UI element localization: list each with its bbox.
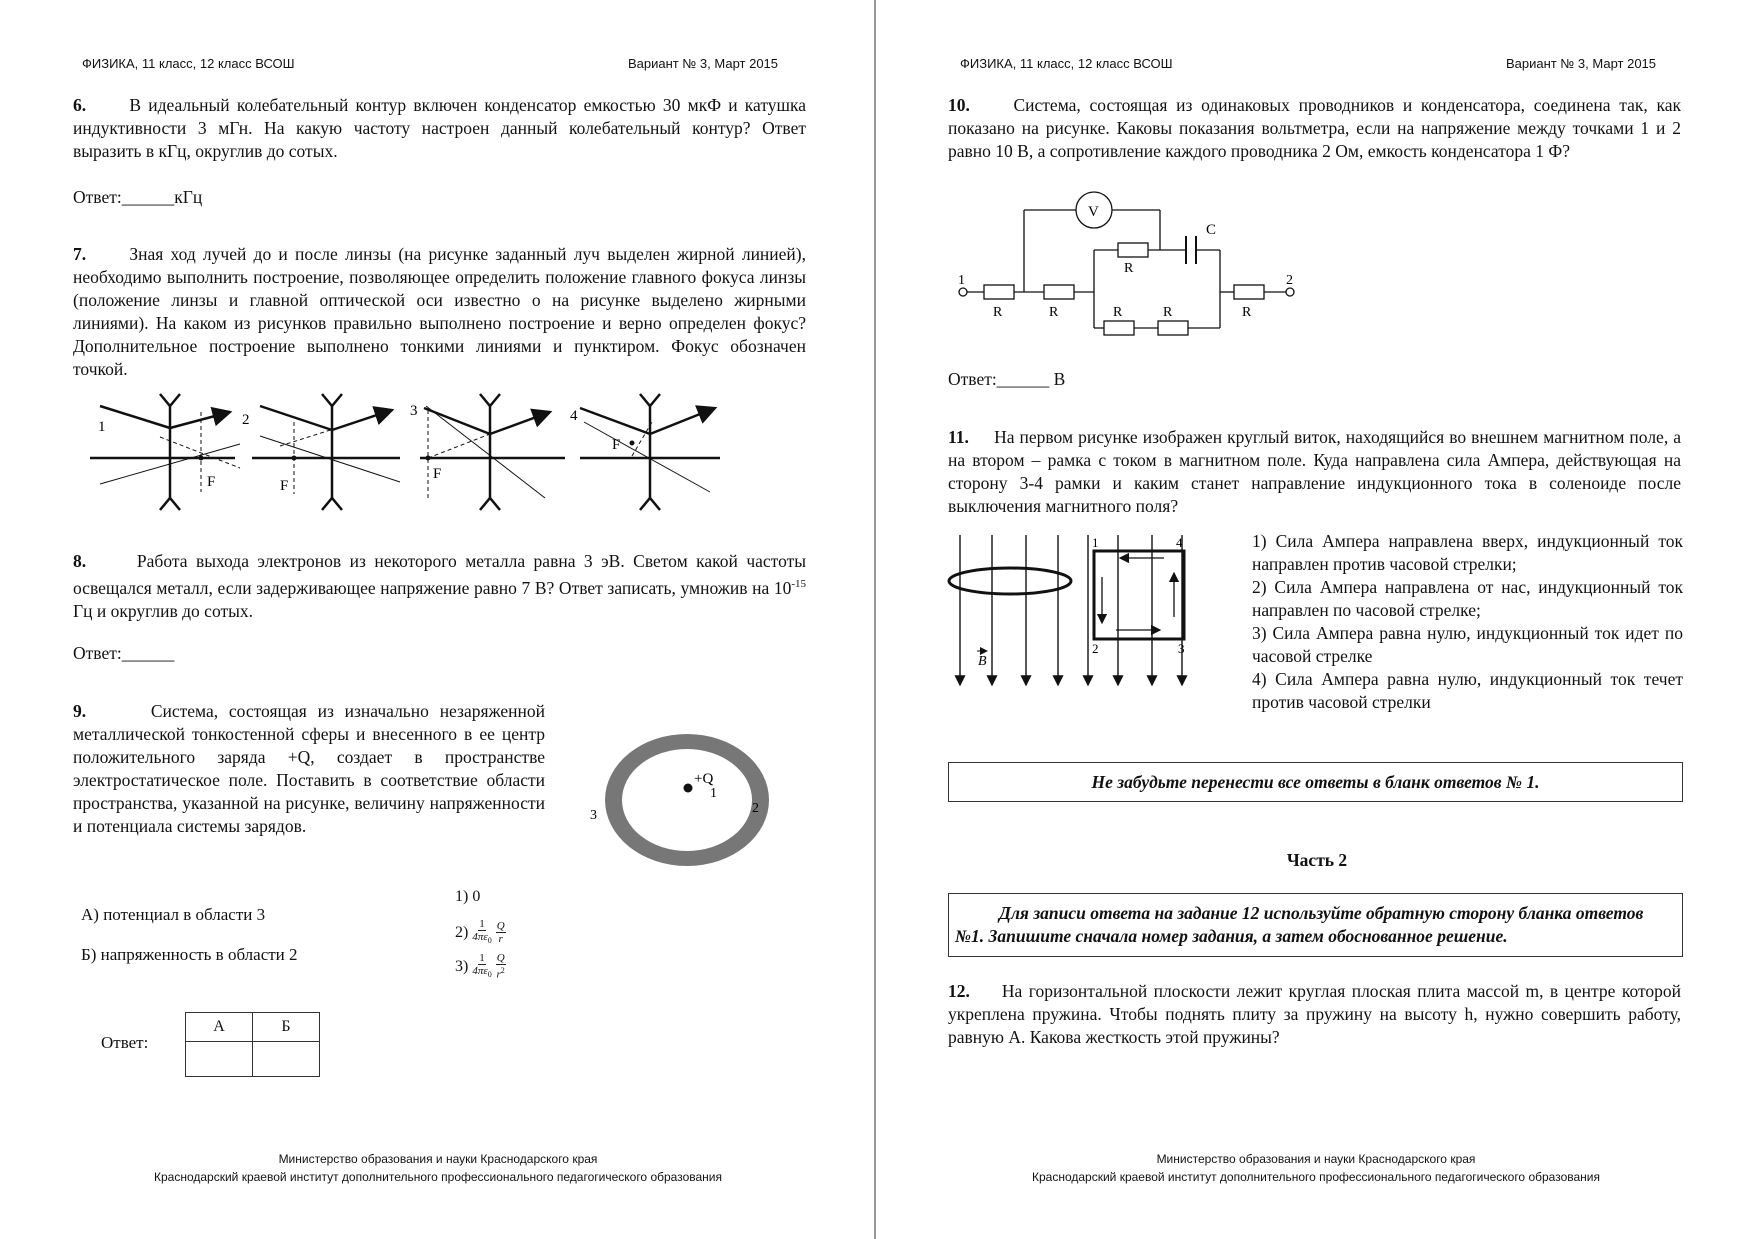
resistor-1 (984, 285, 1014, 299)
question-9-answer-label: Ответ: (101, 1033, 149, 1052)
header-right: Вариант № 3, Март 2015 (628, 56, 779, 71)
voltmeter-label: V (1088, 204, 1099, 220)
answer-table-header-b: Б (253, 1013, 320, 1042)
point-2-label: 2 (1286, 273, 1293, 288)
resistor-label-6: R (1242, 305, 1252, 320)
field-label: B (978, 654, 987, 669)
option-2-ratio: $\frac{Q}{r}$ (496, 920, 505, 946)
question-9-option-3 (455, 952, 506, 981)
question-11-option-3: 3) Сила Ампера равна нулю, индукционный ток идет по часовой стрелке (1252, 623, 1683, 666)
header-left-right-page: ФИЗИКА, 11 класс, 12 класс ВСОШ (960, 56, 1173, 71)
question-9-option-3-num: 3) (455, 957, 469, 975)
sphere-region-1: 1 (710, 786, 717, 801)
question-9-text: Система, состоящая из изначально незаряженной металлической тонкостенной сферы и внесенного в ее центр положительного заряда +Q, создает в пространстве электростатическое поле. Поставить в соответствие области пространства, указанной на рисунке, величину напряженности и потенциала системы зарядов. (73, 701, 545, 836)
header-right-right-page: Вариант № 3, Март 2015 (1506, 56, 1657, 71)
magnetic-field-figure (952, 533, 1192, 693)
lens-figure-4 (570, 394, 720, 510)
question-12-text: На горизонтальной плоскости лежит круглая плоская плита массой m, в центре которой укреплена пружина. Чтобы поднять плиту за пружину на высоту h, нужно совершить работу, равную А. Какова жесткость этой пружины? (948, 981, 1681, 1047)
lens-figure-1 (90, 394, 240, 510)
question-11-option-1: 1) Сила Ампера направлена вверх, индукционный ток направлен против часовой стрелки; (1252, 531, 1683, 574)
left-page (0, 0, 876, 1239)
sphere-region-2: 2 (752, 801, 759, 816)
frame-corner-4: 4 (1176, 535, 1183, 550)
circuit-diagram (958, 196, 1293, 336)
footer-line-2: Краснодарский краевой институт дополнительного профессионального педагогического образования (153, 1170, 722, 1184)
question-9-item-b: Б) напряженность в области 2 (81, 945, 298, 964)
lens-figure-1-label: 1 (98, 419, 106, 435)
question-6 (73, 94, 806, 163)
resistor-3 (1118, 243, 1148, 257)
lens-figure-2-focus: F (280, 478, 289, 494)
question-11-option-2: 2) Сила Ампера направлена от нас, индукционный ток направлен по часовой стрелке; (1252, 577, 1683, 620)
question-11-options (1240, 530, 1683, 714)
question-11-option-4: 4) Сила Ампера равна нулю, индукционный ток течет против часовой стрелки (1252, 669, 1683, 712)
question-10-number: 10. (948, 95, 970, 115)
right-page (878, 0, 1754, 1239)
reminder-box: Не забудьте перенести все ответы в бланк ответов № 1. (948, 762, 1683, 802)
footer-line-2-right-page: Краснодарский краевой институт дополнительного профессионального педагогического образования (1031, 1170, 1600, 1184)
lens-figure-4-focus: F (612, 437, 621, 453)
question-8-text: Работа выхода электронов из некоторого металла равна 3 эВ. Светом какой частоты освещался металл, если задерживающее напряжение равно 7 В? Ответ записать, умножив на 10 (73, 551, 807, 598)
question-10-answer: Ответ:______ В (948, 369, 1066, 389)
resistor-5 (1158, 321, 1188, 335)
answer-cell-b[interactable] (253, 1042, 320, 1077)
lens-figure-3-label: 3 (410, 403, 418, 419)
question-8-number: 8. (73, 551, 87, 571)
resistor-2 (1044, 285, 1074, 299)
resistor-label-5: R (1163, 305, 1173, 320)
question-11 (948, 426, 1681, 518)
header-left: ФИЗИКА, 11 класс, 12 класс ВСОШ (82, 56, 295, 71)
question-9-option-2-num: 2) (455, 923, 469, 941)
footer-line-1: Министерство образования и науки Краснодарского края (278, 1152, 598, 1166)
question-12-number: 12. (948, 981, 970, 1001)
frame-corner-3: 3 (1178, 641, 1185, 656)
question-8-exponent: -15 (791, 578, 806, 590)
part-2-note: Для записи ответа на задание 12 используйте обратную сторону бланка ответов №1. Запишите сначала номер задания, а затем обоснованное решение. (948, 893, 1683, 957)
part-2-title: Часть 2 (1286, 850, 1348, 870)
question-7 (73, 243, 806, 381)
sphere-charge-label: +Q (694, 771, 714, 787)
sphere-region-3: 3 (590, 808, 597, 823)
question-9-item-a: А) потенциал в области 3 (81, 905, 266, 924)
answer-table (185, 1012, 320, 1077)
question-9-option-2 (455, 918, 506, 947)
frame-corner-1: 1 (1092, 535, 1099, 550)
question-8 (73, 550, 806, 623)
resistor-4 (1104, 321, 1134, 335)
question-9-number: 9. (73, 701, 87, 721)
question-6-number: 6. (73, 95, 87, 115)
resistor-label-4: R (1113, 305, 1123, 320)
resistor-6 (1234, 285, 1264, 299)
question-10 (948, 94, 1681, 163)
answer-table-header-a: А (186, 1013, 253, 1042)
question-11-text: На первом рисунке изображен круглый виток, находящийся во внешнем магнитном поле, а на втором – рамка с током в магнитном поле. Куда направлена сила Ампера, действующая на сторону 3-4 рамки и каким станет направление индукционного тока в соленоиде после выключения магнитного поля? (948, 427, 1681, 516)
question-6-text: В идеальный колебательный контур включен конденсатор емкостью 30 мкФ и катушка индуктивности 3 мГн. На какую частоту настроен данный колебательный контур? Ответ выразить в кГц, округлив до сотых. (73, 95, 806, 161)
question-9-option-1: 1) 0 (455, 888, 481, 905)
question-10-text: Система, состоящая из одинаковых проводников и конденсатора, соединена так, как показано на рисунке. Каковы показания вольтметра, если на напряжение между точками 1 и 2 равно 10 В, а сопротивление каждого проводника 2 Ом, емкость конденсатора 1 Ф? (948, 95, 1682, 161)
point-1-label: 1 (958, 273, 965, 288)
answer-cell-a[interactable] (186, 1042, 253, 1077)
option-3-ratio: $\frac{Q}{r^2}$ (496, 952, 505, 981)
resistor-label-3: R (1124, 261, 1134, 276)
question-9 (73, 700, 545, 838)
lens-figure-2 (242, 394, 400, 510)
option-2-coefficient: $\frac{1}{4\pi\varepsilon_0}$ (472, 918, 492, 946)
resistor-label-1: R (993, 305, 1003, 320)
sphere-figure (580, 733, 780, 873)
option-3-coefficient: $\frac{1}{4\pi\varepsilon_0}$ (472, 952, 492, 980)
capacitor-label: C (1206, 222, 1217, 238)
question-12 (948, 980, 1681, 1049)
footer-line-1-right-page: Министерство образования и науки Краснодарского края (1156, 1152, 1476, 1166)
lens-figures (90, 392, 730, 512)
lens-figure-3-focus: F (433, 466, 442, 482)
lens-figure-2-label: 2 (242, 412, 250, 428)
frame-corner-2: 2 (1092, 641, 1099, 656)
question-6-answer: Ответ:______кГц (73, 187, 203, 207)
resistor-label-2: R (1049, 305, 1059, 320)
question-8-text-end: Гц и округлив до сотых. (73, 600, 253, 621)
lens-figure-4-label: 4 (570, 408, 578, 424)
question-11-number: 11. (948, 427, 969, 447)
lens-figure-1-focus: F (207, 474, 216, 490)
question-8-answer: Ответ:______ (73, 643, 175, 663)
question-7-text: Зная ход лучей до и после линзы (на рисунке заданный луч выделен жирной линией), необходимо выполнить построение, позволяющее определить положение главного фокуса линзы (положение линзы и главной оптической оси известно о на рисунке выделено жирными линиями). На каком из рисунков правильно выполнено построение и верно определен фокус? Дополнительное построение выполнено тонкими линиями и пунктиром. Фокус обозначен точкой. (73, 244, 807, 379)
lens-figure-3 (410, 394, 565, 510)
question-7-number: 7. (73, 244, 87, 264)
